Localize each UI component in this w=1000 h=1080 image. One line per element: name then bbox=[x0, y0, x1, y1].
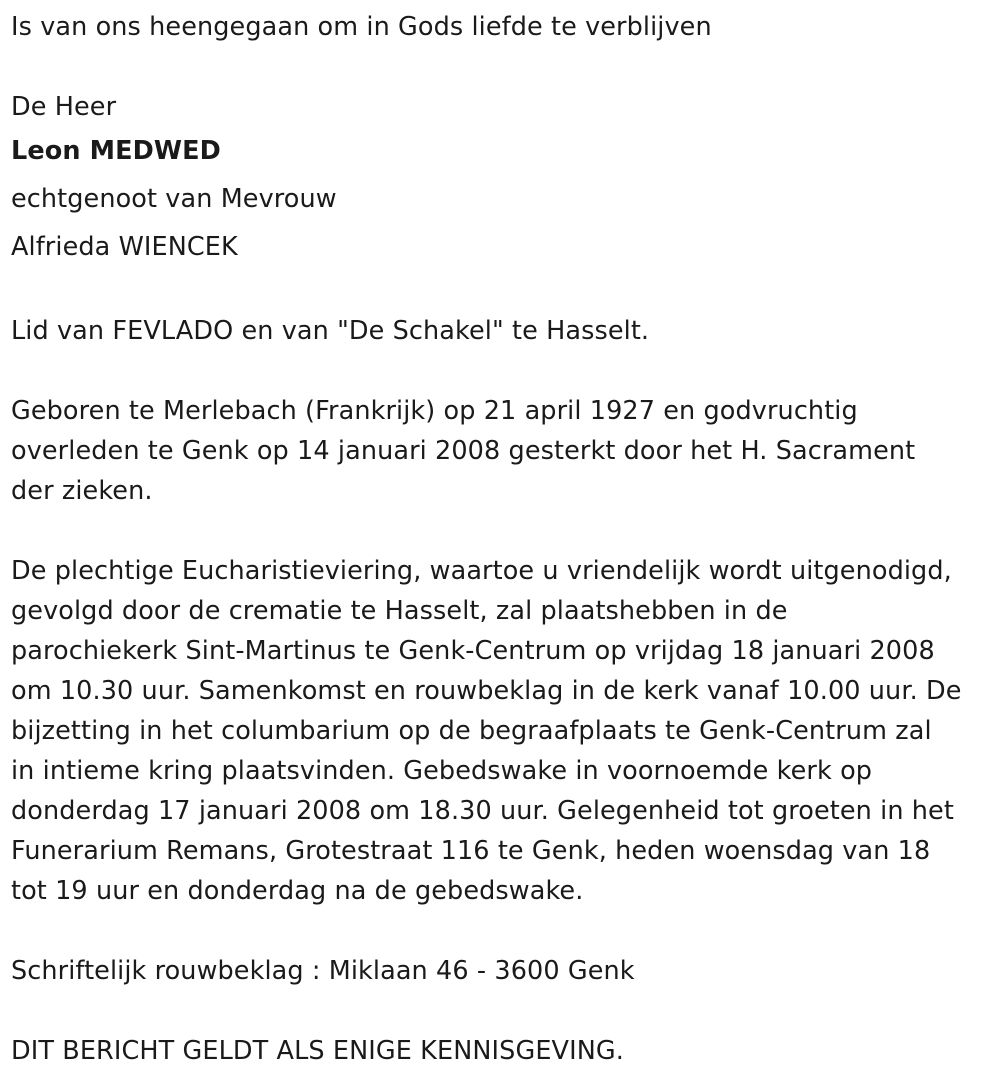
paragraph-line: bijzetting in het columbarium op de begraafplaats te Genk-Centrum zal bbox=[11, 716, 932, 746]
paragraph-line: donderdag 17 januari 2008 om 18.30 uur. Gelegenheid tot groeten in het bbox=[11, 796, 954, 826]
spacer bbox=[11, 47, 1000, 87]
paragraph-line: gevolgd door de crematie te Hasselt, zal plaatshebben in de bbox=[11, 596, 788, 626]
paragraph-line: Funerarium Remans, Grotestraat 116 te Genk, heden woensdag van 18 bbox=[11, 836, 931, 866]
spacer bbox=[11, 991, 1000, 1031]
paragraph-line: parochiekerk Sint-Martinus te Genk-Centrum op vrijdag 18 januari 2008 bbox=[11, 636, 935, 666]
notice-line: DIT BERICHT GELDT ALS ENIGE KENNISGEVING. bbox=[11, 1036, 624, 1066]
ceremony-paragraph bbox=[11, 551, 1000, 911]
paragraph-line: tot 19 uur en donderdag na de gebedswake. bbox=[11, 876, 584, 906]
spacer bbox=[11, 911, 1000, 951]
condolence-address: Schriftelijk rouwbeklag : Miklaan 46 - 3600 Genk bbox=[11, 956, 635, 986]
spouse-intro: echtgenoot van Mevrouw bbox=[11, 184, 337, 214]
paragraph-line: Geboren te Merlebach (Frankrijk) op 21 april 1927 en godvruchtig bbox=[11, 396, 858, 426]
membership-line: Lid van FEVLADO en van "De Schakel" te Hasselt. bbox=[11, 316, 650, 346]
paragraph-line: der zieken. bbox=[11, 476, 153, 506]
spacer bbox=[11, 511, 1000, 551]
spacer bbox=[11, 351, 1000, 391]
paragraph-line: om 10.30 uur. Samenkomst en rouwbeklag in de kerk vanaf 10.00 uur. De bbox=[11, 676, 962, 706]
deceased-name: Leon MEDWED bbox=[11, 136, 221, 166]
salutation: De Heer bbox=[11, 92, 117, 122]
paragraph-line: in intieme kring plaatsvinden. Gebedswake in voornoemde kerk op bbox=[11, 756, 873, 786]
birth-death-paragraph bbox=[11, 391, 1000, 511]
paragraph-line: overleden te Genk op 14 januari 2008 gesterkt door het H. Sacrament bbox=[11, 436, 916, 466]
intro-line: Is van ons heengegaan om in Gods liefde te verblijven bbox=[11, 12, 712, 42]
spacer bbox=[11, 271, 1000, 311]
paragraph-line: De plechtige Eucharistieviering, waartoe u vriendelijk wordt uitgenodigd, bbox=[11, 556, 952, 586]
spouse-name: Alfrieda WIENCEK bbox=[11, 232, 238, 262]
